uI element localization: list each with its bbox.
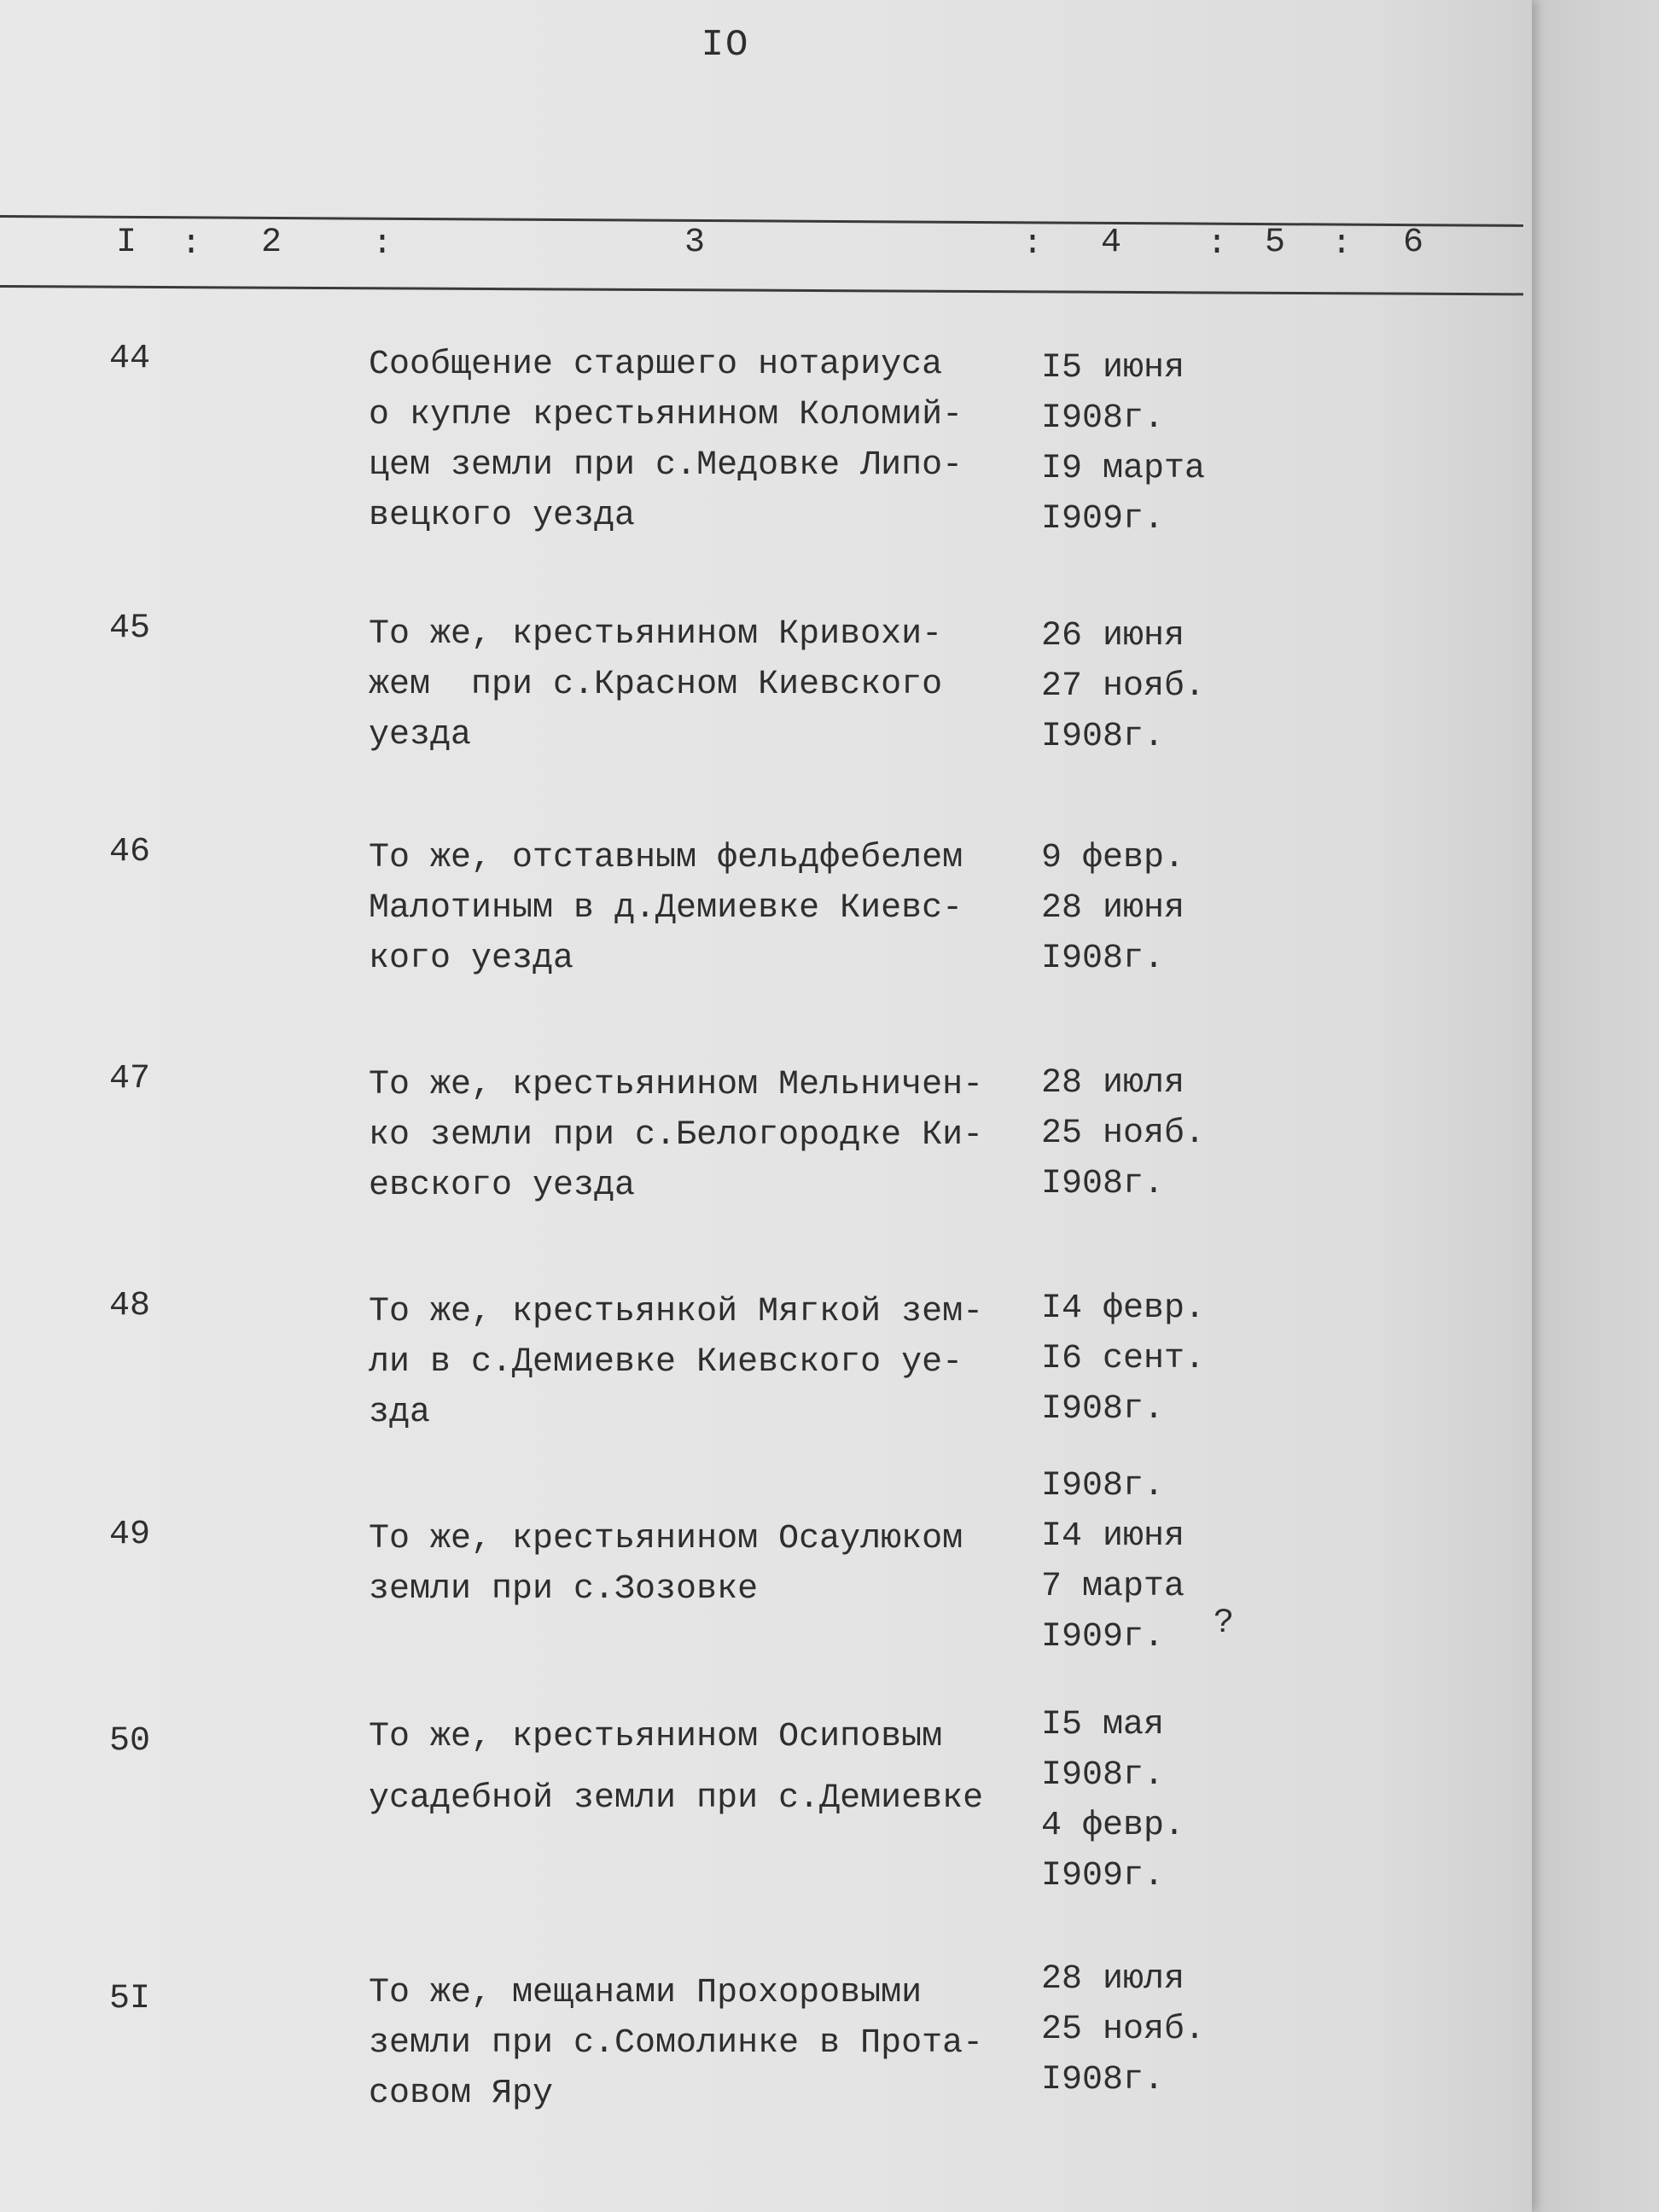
date-line: 26 июня [1041,617,1185,655]
header-rule-bottom [0,285,1523,295]
description-line: То же, крестьянином Осиповым [369,1718,943,1756]
entry-number: 44 [109,340,151,378]
entry-description [369,1968,1034,2119]
description-line: земли при с.Сомолинке в Прота- [369,2024,984,2063]
description-line: земли при с.Зозовке [369,1570,759,1609]
entry-description [369,340,1034,541]
entry-dates [1041,833,1263,984]
date-line: 9 февр. [1041,839,1185,877]
entry-description [369,609,1034,760]
description-line: уезда [369,716,472,754]
description-line: зда [369,1394,431,1432]
column-separator: : [181,225,202,264]
date-line: I909г. [1041,500,1165,538]
entry-description [369,1060,1034,1211]
date-line: I5 мая [1041,1706,1165,1744]
description-line: То же, крестьянином Кривохи- [369,615,943,654]
entry-number: 46 [109,833,151,871]
date-line: 25 нояб. [1041,2011,1206,2049]
entry-number: 49 [109,1516,151,1554]
column-separator: : [1022,225,1044,264]
date-line: I908г. [1041,718,1165,756]
header-rule-top [0,215,1523,227]
entry-number: 47 [109,1060,151,1098]
description-line: То же, отставным фельдфебелем [369,839,963,877]
date-line: I4 июня [1041,1517,1185,1556]
column-separator: : [372,225,393,264]
entry-description [369,1514,1034,1615]
entry-dates [1041,1700,1263,1901]
date-line: I9 марта [1041,450,1206,488]
show-through-shadow [401,1451,667,1489]
date-line: I908г. [1041,1390,1165,1429]
entry-dates [1041,1954,1263,2105]
date-line: I6 сент. [1041,1340,1206,1378]
page-number: IO [701,24,750,67]
entry-dates [1041,343,1263,544]
description-line: Малотиным в д.Демиевке Киевс- [369,889,963,928]
date-line: 27 нояб. [1041,667,1206,706]
date-line: 28 июля [1041,1064,1185,1103]
date-line: 7 марта [1041,1568,1185,1606]
date-line: 28 июля [1041,1960,1185,1999]
column-header-6: 6 [1403,224,1424,262]
date-line: I908г. [1041,2061,1165,2099]
description-line: жем при с.Красном Киевского [369,666,943,704]
description-line: То же, крестьянином Осаулюком [369,1520,963,1558]
column-separator: : [1331,225,1353,264]
column-header-4: 4 [1101,224,1122,262]
description-line: совом Яру [369,2075,554,2113]
date-line: I908г. [1041,399,1165,438]
description-line: усадебной земли при с.Демиевке [369,1779,984,1818]
date-line: I908г. [1041,1467,1165,1505]
description-line: ли в с.Демиевке Киевского уе- [369,1343,963,1382]
description-line: цем земли при с.Медовке Липо- [369,446,963,485]
description-line: То же, мещанами Прохоровыми [369,1974,923,2012]
description-line: То же, крестьянкой Мягкой зем- [369,1293,984,1331]
date-line: 28 июня [1041,889,1185,928]
entry-description [369,833,1034,984]
entry-number: 45 [109,609,151,648]
underlying-page-edge [1532,0,1659,2212]
entry-description [369,1287,1034,1438]
description-line: То же, крестьянином Мельничен- [369,1066,984,1104]
date-line: I908г. [1041,1756,1165,1795]
description-line: вецкого уезда [369,497,636,535]
description-line: ко земли при с.Белогородке Ки- [369,1116,984,1155]
description-line: о купле крестьянином Коломий- [369,396,963,434]
date-line: 4 февр. [1041,1807,1185,1845]
entry-dates [1041,1058,1263,1209]
date-line: 25 нояб. [1041,1115,1206,1153]
column-header-5: 5 [1265,224,1286,262]
entry-number: 5I [109,1980,151,2018]
entry-number: 50 [109,1722,151,1761]
description-line: евского уезда [369,1167,636,1205]
entry-dates [1041,1284,1263,1435]
entry-dates [1041,611,1263,762]
date-line: I5 июня [1041,349,1185,387]
column-header-3: 3 [684,224,706,262]
date-line: I909г. [1041,1857,1165,1895]
description-line: Сообщение старшего нотариуса [369,346,943,384]
entry-number: 48 [109,1287,151,1325]
description-line: кого уезда [369,940,574,978]
column-header-2: 2 [261,224,282,262]
date-line: I4 февр. [1041,1289,1206,1328]
date-line: I909г. [1041,1618,1165,1656]
column-separator: : [1207,225,1228,264]
entry-description [369,1707,1034,1830]
date-line: I908г. [1041,940,1165,978]
question-mark-annotation: ? [1214,1604,1235,1643]
column-header-1: I [116,224,137,262]
date-line: I908г. [1041,1165,1165,1203]
